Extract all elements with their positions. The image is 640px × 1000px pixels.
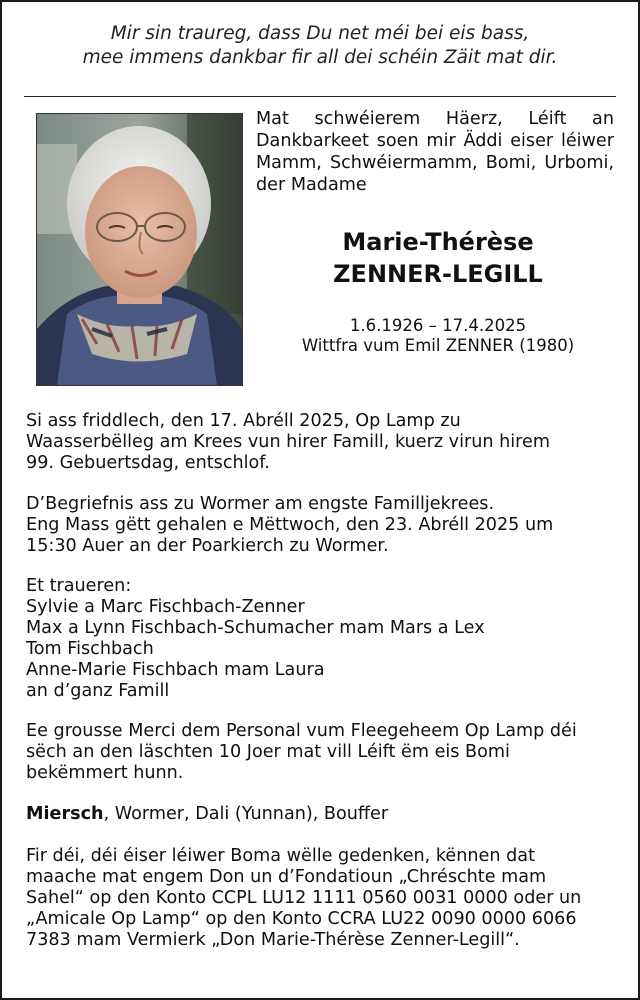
funeral-line: Eng Mass gëtt gehalen e Mëttwoch, den 23. Abréll 2025 um — [26, 515, 554, 535]
death-notice-line: Si ass friddlech, den 17. Abréll 2025, Op Lamp zu — [26, 411, 461, 431]
funeral-line: 15:30 Auer an der Poarkierch zu Wormer. — [26, 536, 389, 556]
motto-line-1: Mir sin traureg, dass Du net méi bei eis bass, — [110, 23, 530, 44]
funeral-info — [26, 494, 616, 557]
intro-text: Mat schwéierem Häerz, Léift an Dankbarkeet soen mir Äddi eiser léiwer Mamm, Schwéiermamm, Bomi, Urbomi, der Madame — [256, 109, 614, 195]
thanks-line: sëch an den läschten 10 Joer mat vill Léift ëm eis Bomi — [26, 742, 510, 762]
thanks-line: bekëmmert hunn. — [26, 763, 184, 783]
life-dates: 1.6.1926 – 17.4.2025 — [349, 316, 527, 335]
deceased-first-name: Marie-Thérèse — [342, 228, 534, 256]
places-line — [26, 804, 616, 825]
death-notice-line: Waasserbëlleg am Krees vun hirer Famill, kuerz virun hirem — [26, 432, 550, 452]
mourner-entry: Max a Lynn Fischbach-Schumacher mam Mars a Lex — [26, 618, 485, 638]
thanks-note — [26, 721, 616, 784]
donation-info — [26, 846, 616, 951]
thanks-line: Ee grousse Merci dem Personal vum Fleegeheem Op Lamp déi — [26, 721, 577, 741]
donation-line: maache mat engem Don un d’Fondatioun „Chréschte mam — [26, 867, 547, 887]
mourner-entry: Sylvie a Marc Fischbach-Zenner — [26, 597, 305, 617]
place-main: Miersch — [26, 804, 104, 824]
mourner-entry: an d’ganz Famill — [26, 681, 170, 701]
donation-line: 7383 mam Vermierk „Don Marie-Thérèse Zenner-Legill“. — [26, 930, 520, 950]
motto — [0, 22, 640, 70]
deceased-last-name: ZENNER-LEGILL — [333, 260, 543, 288]
death-notice-line: 99. Gebuertsdag, entschlof. — [26, 453, 270, 473]
portrait-photo — [36, 113, 243, 386]
donation-line: Fir déi, déi éiser léiwer Boma wëlle gedenken, kënnen dat — [26, 846, 535, 866]
mourner-entry: Tom Fischbach — [26, 639, 154, 659]
place-others: , Wormer, Dali (Yunnan), Bouffer — [103, 804, 389, 824]
widow-note: Wittfra vum Emil ZENNER (1980) — [301, 336, 575, 355]
divider-line — [24, 96, 616, 97]
mourner-entry: Anne-Marie Fischbach mam Laura — [26, 660, 325, 680]
motto-line-2: mee immens dankbar fir all dei schéin Zäit mat dir. — [82, 47, 558, 68]
death-notice — [26, 411, 616, 474]
mourners-list — [26, 576, 616, 702]
donation-line: „Amicale Op Lamp“ op den Konto CCRA LU22 0090 0000 6066 — [26, 909, 577, 929]
donation-line: Sahel“ op den Konto CCPL LU12 1111 0560 0031 0000 oder un — [26, 888, 582, 908]
mourners-heading: Et traueren: — [26, 576, 132, 596]
funeral-line: D’Begriefnis ass zu Wormer am engste Familljekrees. — [26, 494, 495, 514]
